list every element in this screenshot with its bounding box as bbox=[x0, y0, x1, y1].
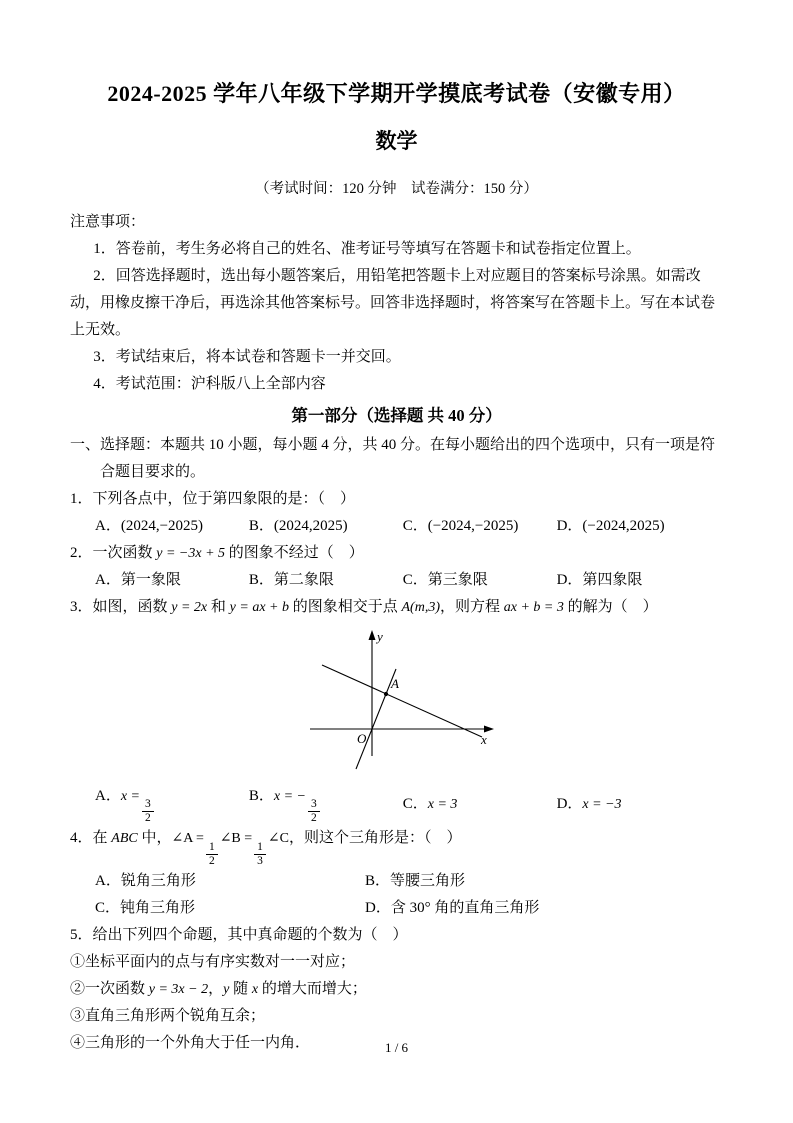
q4-option-d: D．含 30° 角的直角三角形 bbox=[365, 899, 540, 916]
y-axis-arrow-icon bbox=[368, 630, 375, 640]
q5-statement-2 bbox=[70, 976, 723, 1003]
q2-text-pre: 2．一次函数 bbox=[70, 545, 157, 561]
q3-option-a-expr: x = bbox=[120, 789, 141, 804]
q3-math-2: y = ax + b bbox=[229, 600, 289, 615]
q3-option-b-label: B． bbox=[248, 788, 274, 804]
q5-statement-1: ①坐标平面内的点与有序实数对一一对应； bbox=[70, 953, 356, 970]
q3-text-2: 和 bbox=[207, 599, 230, 615]
section-title: 第一部分（选择题 共 40 分） bbox=[291, 406, 502, 425]
q5-s2-math-3: x bbox=[251, 981, 259, 997]
q4-fraction-1 bbox=[206, 841, 218, 868]
q5-statement-4: ④三角形的一个外角大于任一内角． bbox=[70, 1034, 311, 1051]
notice-item-1: 1．答卷前，考生务必将自己的姓名、准考证号等填写在答题卡和试卷指定位置上。 bbox=[93, 241, 641, 257]
q5-s2-text-3: 随 bbox=[229, 980, 252, 997]
q2-option-c: C．第三象限 bbox=[402, 572, 488, 588]
x-axis-label: x bbox=[480, 732, 487, 747]
exam-subject: 数学 bbox=[375, 129, 418, 153]
y-axis-label: y bbox=[376, 629, 383, 644]
line-y-equals-ax-plus-b bbox=[322, 665, 482, 737]
line-y-equals-2x bbox=[356, 669, 396, 769]
q3-option-b bbox=[249, 783, 403, 825]
fraction-numerator: 1 bbox=[254, 841, 266, 855]
exam-title: 2024-2025 学年八年级下学期开学摸底考试卷（安徽专用） bbox=[107, 81, 686, 106]
point-a-dot bbox=[383, 692, 387, 696]
fraction-denominator: 2 bbox=[310, 812, 317, 825]
question-1 bbox=[70, 486, 723, 540]
q1-option-d: D．(−2024,2025) bbox=[556, 518, 665, 534]
q4-math-2: ∠A = bbox=[171, 831, 204, 847]
q4-option-c: C．钝角三角形 bbox=[95, 899, 196, 916]
q3-graph bbox=[70, 624, 723, 782]
fraction-numerator: 1 bbox=[206, 841, 218, 855]
q2-option-d: D．第四象限 bbox=[556, 572, 643, 588]
q3-option-b-expr: x = − bbox=[273, 789, 306, 804]
q5-s2-text-1: ②一次函数 bbox=[70, 980, 149, 997]
q3-option-d-label: D． bbox=[556, 795, 583, 812]
question-4-stem bbox=[70, 825, 723, 867]
q4-math-1: ABC bbox=[111, 831, 138, 847]
question-1-stem: 1．下列各点中，位于第四象限的是：（ ） bbox=[70, 491, 356, 507]
question-2 bbox=[70, 540, 723, 594]
q5-s2-text-4: 的增大而增大； bbox=[258, 980, 367, 997]
question-3 bbox=[70, 594, 723, 825]
q3-graph-svg bbox=[272, 624, 522, 772]
question-1-options bbox=[95, 513, 723, 540]
section-intro: 一、选择题：本题共 10 小题，每小题 4 分，共 40 分。在每小题给出的四个选项中，只有一项是符合题目要求的。 bbox=[70, 437, 716, 480]
q4-math-4: ∠C bbox=[267, 831, 289, 847]
page-number: 1 / 6 bbox=[384, 1040, 409, 1055]
q1-option-c: C．(−2024,−2025) bbox=[402, 518, 519, 534]
notice-item-2: 2．回答选择题时，选出每小题答案后，用铅笔把答题卡上对应题目的答案标号涂黑。如需改动，用橡皮擦干净后，再选涂其他答案标号。回答非选择题时，将答案写在答题卡上。写在本试卷上无效。 bbox=[70, 268, 716, 338]
q2-option-a: A．第一象限 bbox=[95, 572, 181, 588]
q3-math-4: ax + b = 3 bbox=[503, 600, 564, 615]
notice-item-4: 4．考试范围：沪科版八上全部内容 bbox=[93, 376, 326, 392]
q3-option-c bbox=[403, 791, 557, 818]
question-3-stem bbox=[70, 594, 723, 621]
question-2-stem bbox=[70, 540, 723, 567]
q2-text-post: 的图象不经过（ ） bbox=[225, 545, 364, 561]
q3-math-1: y = 2x bbox=[171, 600, 208, 615]
q3-option-a-fraction bbox=[142, 798, 154, 825]
origin-label: O bbox=[356, 731, 366, 746]
q3-option-b-fraction bbox=[308, 798, 320, 825]
q3-option-c-label: C． bbox=[402, 795, 428, 812]
q3-text-5: 的解为（ ） bbox=[563, 599, 658, 615]
q3-option-d bbox=[557, 791, 711, 818]
fraction-numerator: 3 bbox=[308, 798, 320, 812]
q4-option-a: A．锐角三角形 bbox=[95, 872, 196, 889]
question-5 bbox=[70, 922, 723, 1057]
q3-text-pre: 3．如图，函数 bbox=[70, 599, 172, 615]
q1-option-a: A．(2024,−2025) bbox=[95, 518, 204, 534]
point-a-label: A bbox=[390, 676, 399, 691]
fraction-denominator: 2 bbox=[208, 854, 215, 867]
q1-option-b: B．(2024,2025) bbox=[248, 518, 348, 534]
q5-statement-3: ③直角三角形两个锐角互余； bbox=[70, 1007, 266, 1024]
q3-math-3: A(m,3) bbox=[401, 600, 440, 615]
q4-text-2: 中， bbox=[137, 830, 172, 847]
q3-option-d-expr: x = −3 bbox=[582, 796, 622, 812]
fraction-denominator: 2 bbox=[145, 812, 151, 825]
question-5-stem: 5．给出下列四个命题，其中真命题的个数为（ ） bbox=[70, 926, 408, 943]
fraction-denominator: 3 bbox=[257, 854, 263, 867]
q3-option-c-expr: x = 3 bbox=[427, 796, 458, 812]
notices-block bbox=[70, 209, 723, 398]
question-2-options bbox=[95, 567, 723, 594]
q4-math-3: ∠B = bbox=[219, 831, 253, 847]
q2-math: y = −3x + 5 bbox=[156, 546, 226, 561]
notices-heading: 注意事项： bbox=[70, 214, 146, 230]
question-3-options bbox=[95, 783, 723, 825]
q3-option-a-label: A． bbox=[95, 788, 121, 804]
q5-s2-math-1: y = 3x − 2 bbox=[148, 981, 209, 997]
q3-text-4: ，则方程 bbox=[440, 599, 504, 615]
fraction-numerator: 3 bbox=[142, 798, 154, 812]
q5-s2-text-2: ， bbox=[208, 980, 224, 997]
q2-option-b: B．第二象限 bbox=[248, 572, 334, 588]
q5-s2-math-2: y bbox=[223, 981, 230, 997]
q4-text-3: ，则这个三角形是：（ ） bbox=[289, 830, 462, 847]
q3-option-a bbox=[95, 783, 249, 825]
q4-fraction-2 bbox=[254, 841, 266, 868]
q3-text-3: 的图象相交于点 bbox=[288, 599, 402, 615]
question-4-options-row-1 bbox=[95, 868, 723, 895]
question-4 bbox=[70, 825, 723, 921]
question-4-options-row-2 bbox=[95, 895, 723, 922]
q4-text-1: 4．在 bbox=[70, 830, 112, 847]
notice-item-3: 3．考试结束后，将本试卷和答题卡一并交回。 bbox=[93, 349, 401, 365]
q4-option-b: B．等腰三角形 bbox=[365, 872, 466, 889]
exam-info: （考试时间：120 分钟 试卷满分：150 分） bbox=[255, 181, 538, 197]
